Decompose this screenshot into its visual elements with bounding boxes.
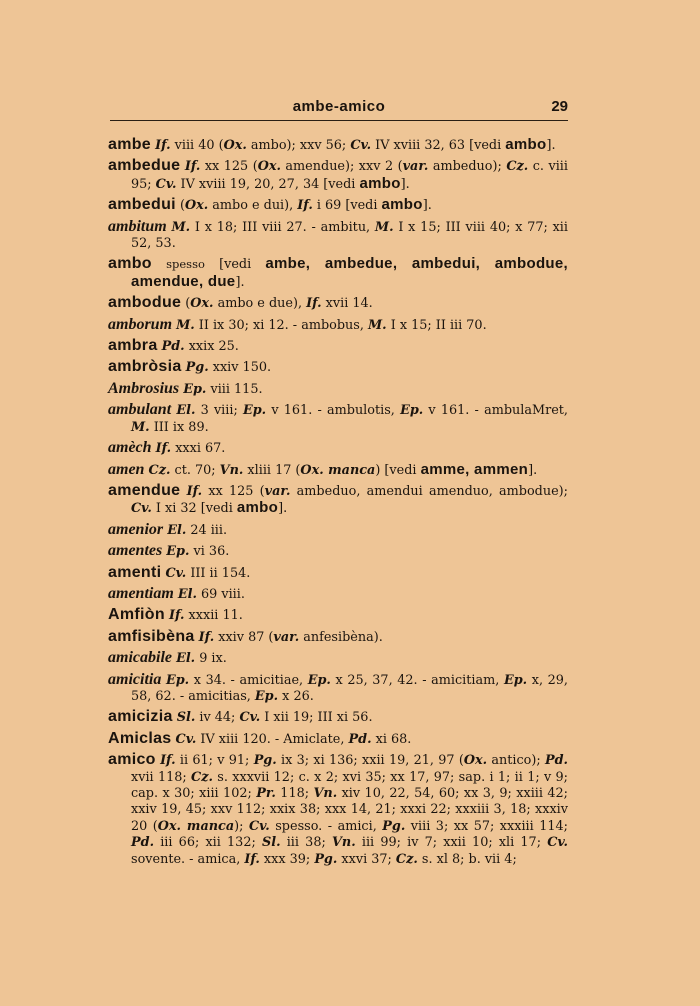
work-abbreviation: Ox. [190, 296, 214, 312]
entry-headword: amèch [108, 439, 152, 457]
entry-text: ambeduo, amendui amenduo, ambodue); [290, 483, 568, 499]
dictionary-entry [108, 543, 568, 560]
work-abbreviation: var. [402, 159, 429, 175]
work-abbreviation: Cv. [239, 710, 261, 726]
work-abbreviation: Pg. [185, 360, 209, 376]
work-abbreviation: If. [244, 851, 260, 867]
work-abbreviation: Ox. [184, 198, 209, 214]
entry-text: viii 115. [206, 381, 263, 397]
entry-headword: ambedui [108, 196, 176, 214]
entry-text: I x 18; III viii 27. - ambitu, [190, 219, 375, 235]
dictionary-entry [108, 219, 568, 253]
entry-text: I xi 32 [vedi [151, 501, 237, 517]
entry-text: vi 36. [189, 544, 230, 560]
entry-text: xxx 39; [259, 851, 315, 867]
entry-text [152, 257, 166, 272]
work-abbreviation: M. [171, 219, 191, 235]
work-abbreviation: Ep. [254, 688, 279, 704]
entry-text: 3 viii; [195, 403, 243, 419]
entry-text: i 69 [vedi [312, 198, 382, 214]
entry-text: xxiv 150. [208, 360, 272, 376]
entry-text: iii 66; xii 132; [154, 835, 262, 851]
entry-list [108, 137, 568, 872]
entry-text: ]. [278, 501, 288, 517]
entry-headword: ambròsia [108, 358, 182, 376]
page-header [110, 98, 568, 120]
dictionary-entry [108, 256, 568, 291]
work-abbreviation: var. [273, 629, 300, 645]
entry-text: amendue); xxv 2 ( [280, 159, 403, 175]
work-abbreviation: Ep. [165, 672, 190, 688]
entry-text: ( [181, 296, 191, 312]
entry-headword: amico [108, 751, 156, 769]
entry-headword: amicitia [108, 670, 162, 688]
entry-text: x 26. [278, 688, 314, 704]
entry-text: [vedi [204, 257, 266, 273]
dictionary-entry [108, 629, 568, 646]
entry-text: IV xviii 32, 63 [vedi [371, 138, 506, 153]
work-abbreviation: If. [297, 198, 313, 214]
entry-text: iii 38; [280, 835, 332, 851]
entry-text: III ii 154. [186, 565, 251, 581]
entry-text: xxiv 87 ( [214, 629, 274, 645]
entry-text: c. viii 95; [131, 159, 568, 192]
entry-headword: ambedue [108, 157, 181, 175]
work-abbreviation: M. [374, 219, 394, 235]
work-abbreviation: Ep. [242, 403, 267, 419]
entry-headword: ambitum [108, 217, 167, 235]
dictionary-entry [108, 483, 568, 518]
entry-headword: amicabile [108, 649, 172, 667]
work-abbreviation: El. [176, 403, 196, 419]
entry-headword: amentes [108, 542, 163, 560]
entry-text: ambeduo); [428, 159, 507, 175]
entry-text: IV xiii 120. - Amiclate, [196, 731, 349, 747]
entry-text: ( [175, 198, 185, 214]
work-abbreviation: Cv. [248, 818, 270, 834]
entry-text: spesso [166, 257, 205, 272]
work-abbreviation: If. [155, 138, 171, 153]
entry-text: ]. [422, 198, 432, 214]
work-abbreviation: Pg. [314, 851, 338, 867]
dictionary-entry [108, 522, 568, 539]
work-abbreviation: Ox. [257, 159, 281, 175]
entry-text: 24 iii. [186, 522, 228, 538]
entry-text: ]. [400, 176, 410, 192]
cross-reference: ambo [359, 174, 401, 192]
entry-text: x 34. - amicitiae, [189, 672, 308, 688]
dictionary-entry [108, 197, 568, 214]
entry-headword: Amiclas [108, 729, 172, 747]
dictionary-entry [108, 650, 568, 667]
entry-text: xx 125 ( [202, 483, 265, 499]
entry-text: xvii 118; [131, 769, 192, 785]
dictionary-entry [108, 731, 568, 748]
entry-text: ambo); xxv 56; [246, 138, 351, 153]
entry-text: xxix 25. [184, 339, 239, 355]
entry-text: sovente. - amica, [131, 851, 245, 867]
dictionary-entry [108, 137, 568, 154]
entry-headword: ambe [108, 136, 151, 153]
work-abbreviation: If. [168, 608, 185, 624]
entry-text: v 161. - ambulotis, [266, 403, 401, 419]
entry-headword: Amfiòn [108, 606, 165, 624]
entry-text: ]. [235, 274, 245, 290]
work-abbreviation: Cv. [547, 835, 568, 851]
work-abbreviation: Cz. [395, 851, 418, 867]
entry-text: s. xl 8; b. vii 4; [417, 851, 517, 867]
dictionary-entry [108, 381, 568, 398]
entry-text: iv 44; [195, 710, 240, 726]
entry-text: III ix 89. [149, 419, 209, 435]
entry-text: x 25, 37, 42. - amicitiam, [330, 672, 504, 688]
work-abbreviation: Cz. [191, 769, 213, 785]
work-abbreviation: Ep. [307, 672, 331, 688]
cross-reference: ambo [236, 499, 279, 517]
work-abbreviation: Pd. [348, 731, 372, 747]
work-abbreviation: Ox. manca [157, 818, 235, 834]
cross-reference: ambo [381, 196, 423, 214]
cross-reference: amme, ammen [420, 460, 529, 478]
cross-reference: ambe, ambedue, ambedui, ambodue, amendue, due [131, 255, 568, 290]
work-abbreviation: If. [306, 296, 322, 312]
work-abbreviation: Vn. [313, 786, 338, 801]
work-abbreviation: If. [184, 159, 201, 175]
work-abbreviation: Ox. [223, 138, 247, 153]
entry-text: xiv 10, 22, 54, 60; xx 3, 9; xxiii 42; xxiv 19, 45; xxv 112; xxix 38; xxx 14, 21; xxxi 22; xxxiii 3, 18; xxxiv 20 ( [131, 786, 568, 834]
work-abbreviation: Cv. [131, 501, 152, 517]
entry-text: xvii 14. [321, 296, 373, 312]
work-abbreviation: Cv. [165, 565, 187, 581]
entry-text: ]. [528, 462, 538, 478]
dictionary-entry [108, 317, 568, 334]
work-abbreviation: M. [368, 317, 387, 333]
work-abbreviation: Pd. [544, 753, 568, 769]
entry-text: anfesibèna). [299, 629, 383, 645]
dictionary-entry [108, 586, 568, 603]
dictionary-entry [108, 440, 568, 457]
dictionary-entry [108, 402, 568, 436]
entry-text: II ix 30; xi 12. - ambobus, [194, 317, 368, 333]
entry-text: xx 125 ( [200, 159, 258, 175]
entry-headword: amborum [108, 315, 173, 333]
entry-headword: amendue [108, 481, 181, 499]
work-abbreviation: If. [155, 441, 172, 457]
work-abbreviation: var. [264, 483, 291, 499]
work-abbreviation: Ep. [400, 403, 424, 419]
entry-headword: amentiam [108, 584, 174, 602]
header-rule [110, 120, 568, 121]
entry-text: xxvi 37; [337, 851, 396, 867]
entry-headword: ambodue [108, 294, 182, 312]
work-abbreviation: Cz. [148, 462, 171, 478]
dictionary-entry [108, 709, 568, 726]
entry-text: I x 15; III viii 40; x 77; xii 52, 53. [131, 219, 568, 252]
entry-headword: amfisibèna [108, 627, 195, 645]
work-abbreviation: Vn. [219, 462, 244, 478]
work-abbreviation: Pg. [382, 818, 406, 834]
entry-text: ambo e due), [213, 296, 307, 312]
entry-text: s. xxxvii 12; c. x 2; xvi 35; xx 17, 97; sap. i 1; ii 1; v 9; cap. x 30; xiii 102; [131, 769, 568, 801]
dictionary-entry [108, 295, 568, 312]
entry-text: ); [234, 818, 249, 834]
entry-headword: ambulant [108, 401, 172, 419]
entry-text: ambo e dui), [208, 198, 298, 214]
work-abbreviation: Cv. [350, 138, 372, 153]
entry-text: 69 viii. [196, 586, 245, 602]
entry-text: xi 68. [371, 731, 412, 747]
work-abbreviation: M. [176, 317, 195, 333]
entry-text: ix 3; xi 136; xxii 19, 21, 97 ( [276, 753, 464, 769]
work-abbreviation: If. [186, 483, 203, 499]
work-abbreviation: Sl. [176, 710, 196, 726]
work-abbreviation: Sl. [261, 835, 281, 851]
entry-text: I x 15; II iii 70. [386, 317, 487, 333]
entry-text: ]. [546, 138, 556, 153]
entry-text: IV xviii 19, 20, 27, 34 [vedi [176, 176, 360, 192]
running-title: ambe-amico [292, 98, 386, 115]
work-abbreviation: El. [167, 522, 187, 538]
entry-text: xxxii 11. [184, 608, 243, 624]
entry-headword: amen [108, 460, 145, 478]
dictionary-entry [108, 752, 568, 868]
dictionary-entry [108, 565, 568, 582]
work-abbreviation: Cv. [155, 176, 177, 192]
work-abbreviation: M. [131, 419, 150, 435]
cross-reference: ambo [505, 136, 547, 153]
work-abbreviation: If. [198, 629, 215, 645]
dictionary-entry [108, 672, 568, 706]
entry-text: xxxi 67. [171, 441, 226, 457]
entry-headword: ambo [108, 255, 152, 273]
page-number: 29 [551, 98, 568, 115]
entry-text: ct. 70; [170, 462, 220, 478]
dictionary-entry [108, 607, 568, 624]
entry-text: iii 99; iv 7; xxii 10; xli 17; [355, 835, 548, 851]
work-abbreviation: El. [176, 651, 196, 667]
entry-text: x, 29, 58, 62. - amicitias, [131, 672, 568, 704]
work-abbreviation: Pg. [253, 753, 277, 769]
work-abbreviation: Pd. [161, 339, 185, 355]
work-abbreviation: Pd. [131, 835, 155, 851]
work-abbreviation: Ox. [463, 753, 488, 769]
entry-text: viii 3; xx 57; xxxiii 114; [405, 818, 568, 834]
entry-text: ) [vedi [375, 462, 421, 478]
work-abbreviation: If. [160, 753, 176, 769]
entry-text: 9 ix. [195, 651, 227, 667]
work-abbreviation: Vn. [331, 835, 356, 851]
work-abbreviation: El. [177, 586, 197, 602]
work-abbreviation: Ox. manca [300, 462, 376, 478]
work-abbreviation: Ep. [503, 672, 528, 688]
entry-text: I xii 19; III xi 56. [260, 710, 373, 726]
entry-text: antico); [487, 753, 545, 769]
work-abbreviation: Cz. [506, 159, 529, 175]
entry-text: 118; [275, 786, 314, 801]
work-abbreviation: Pr. [256, 786, 276, 801]
dictionary-entry [108, 158, 568, 193]
dictionary-entry [108, 338, 568, 355]
work-abbreviation: Cv. [175, 731, 197, 747]
entry-headword: Ambrosius [108, 379, 180, 397]
entry-text: v 161. - ambulaMret, [423, 403, 568, 419]
dictionary-entry [108, 359, 568, 376]
work-abbreviation: Ep. [183, 381, 207, 397]
entry-headword: amenti [108, 563, 162, 581]
entry-headword: amenior [108, 520, 164, 538]
entry-text: spesso. - amici, [269, 818, 383, 834]
entry-text: ii 61; v 91; [175, 753, 254, 769]
entry-headword: ambra [108, 337, 158, 355]
work-abbreviation: Ep. [166, 544, 190, 560]
entry-headword: amicizia [108, 708, 173, 726]
entry-text: xliii 17 ( [243, 462, 301, 478]
entry-text: viii 40 ( [170, 138, 224, 153]
dictionary-entry [108, 462, 568, 479]
